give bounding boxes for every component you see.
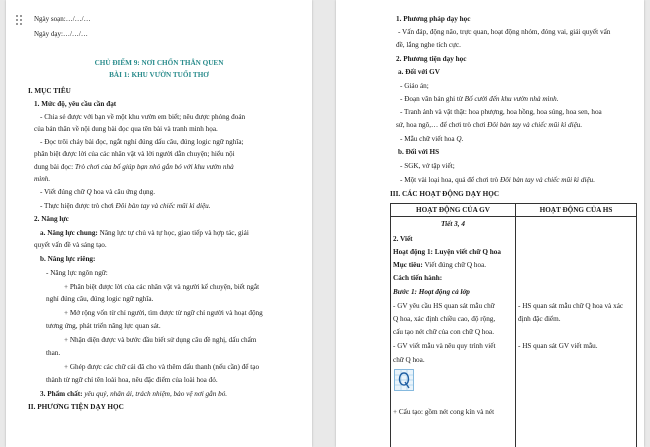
heading-hs: b. Đối với HS bbox=[398, 148, 440, 156]
column-header-gv: HOẠT ĐỘNG CỦA GV bbox=[391, 204, 516, 217]
bullet-2b: tương ứng, phát triển năng lực quan sát. bbox=[46, 322, 161, 330]
phuong-phap-1: - Vấn đáp, động não, trực quan, hoạt động nhóm, đóng vai, giải quyết vấn bbox=[398, 28, 611, 36]
pham-chat: 3. Phẩm chất: yêu quý, nhân ái, trách nhiệm, bảo vệ nơi gắn bó. bbox=[40, 390, 228, 398]
muc-tieu-line: Mục tiêu: Viết đúng chữ Q hoa. bbox=[393, 261, 487, 269]
tiet-label: Tiết 3, 4 bbox=[441, 220, 465, 228]
gv-tranh-anh-2: sứ, hoa ngô,… để chơi trò chơi Đôi bàn tay và chiếc mũi kì diệu. bbox=[396, 121, 583, 129]
para-1a: - Chia sẻ được với bạn về một khu vườn em biết; nêu được phỏng đoán bbox=[40, 113, 246, 121]
bullet-4b: thành từ ngữ chỉ tên loài hoa, nêu đặc điểm của loài hoa đó. bbox=[46, 376, 218, 384]
activity-1-title: Hoạt động 1: Luyện viết chữ Q hoa bbox=[393, 248, 501, 256]
section-muc-tieu: I. MỤC TIÊU bbox=[28, 87, 71, 95]
gv-giao-an: - Giáo án; bbox=[400, 82, 429, 90]
right-page bbox=[336, 0, 644, 447]
bullet-2a: + Mở rộng vốn từ chỉ người, tìm được từ ngữ chỉ người và hoạt động bbox=[64, 309, 263, 317]
nang-luc-chung-2: quyết vấn đề và sáng tạo. bbox=[34, 241, 107, 249]
heading-nang-luc: 2. Năng lực bbox=[34, 215, 69, 223]
chu-diem-title: CHỦ ĐIỂM 9: NƠI CHỐN THÂN QUEN bbox=[94, 59, 224, 67]
gv-step-3: + Cấu tạo: gồm nét cong kín và nét bbox=[393, 408, 495, 416]
gv-doan-van: - Đoạn văn bản ghi từ Bố cười đến khu vườn nhà mình. bbox=[400, 95, 559, 103]
nang-luc-chung: a. Năng lực chung: Năng lực tự chủ và tự học, giao tiếp và hợp tác, giải bbox=[40, 229, 249, 237]
nang-luc-ngon-ngu: - Năng lực ngôn ngữ: bbox=[46, 269, 108, 277]
date-taught: Ngày dạy:…/…/… bbox=[34, 30, 88, 38]
gv-mau-chu: - Mẫu chữ viết hoa Q. bbox=[400, 135, 464, 143]
gv-tranh-anh: - Tranh ảnh và vật thật: hoa phượng, hoa hồng, hoa súng, hoa sen, hoa bbox=[400, 108, 602, 116]
gv-step-1b: Q hoa, xác định chiều cao, độ rộng, bbox=[393, 315, 496, 323]
drag-handle-icon[interactable] bbox=[16, 15, 22, 27]
gv-step-1c: cấu tạo nét chữ của con chữ Q hoa. bbox=[393, 328, 494, 336]
bullet-3a: + Nhận diện được và bước đầu biết sử dụng câu đề nghị, dấu chấm bbox=[64, 336, 257, 344]
section-phuong-tien: II. PHƯƠNG TIỆN DẠY HỌC bbox=[28, 403, 124, 411]
bullet-4a: + Ghép được các chữ cái đã cho và thêm dấu thanh (nếu cần) để tạo bbox=[64, 363, 260, 371]
bullet-1b: nghỉ đúng câu, đúng logic ngữ nghĩa. bbox=[46, 295, 154, 303]
buoc-1: Bước 1: Hoạt động cả lớp bbox=[393, 288, 470, 296]
gv-step-2a: - GV viết mẫu và nêu quy trình viết bbox=[393, 342, 496, 350]
viet-heading: 2. Viết bbox=[393, 235, 413, 243]
gv-step-1a: - GV yêu cầu HS quan sát mẫu chữ bbox=[393, 302, 495, 310]
para-2c: dung bài đọc: Trò chơi của bố giúp bạn nhỏ gắn bó với khu vườn nhà bbox=[34, 163, 234, 171]
gv-cell bbox=[391, 217, 516, 447]
date-prepared: Ngày soạn:…/…/… bbox=[34, 15, 91, 23]
bullet-3b: than. bbox=[46, 349, 61, 357]
para-4: - Thực hiện được trò chơi Đôi bàn tay và chiếc mũi kì diệu. bbox=[40, 202, 211, 210]
column-header-hs: HOẠT ĐỘNG CỦA HS bbox=[516, 204, 637, 217]
para-2b: phân biệt được lời của các nhân vật và lời người dẫn chuyện; hiểu nội bbox=[34, 150, 235, 158]
heading-gv: a. Đối với GV bbox=[398, 68, 440, 76]
gv-step-2b: chữ Q hoa. bbox=[393, 356, 425, 364]
para-2a: - Đọc trôi chảy bài đọc, ngắt nghỉ đúng dấu câu, đúng logic ngữ nghĩa; bbox=[40, 138, 244, 146]
phuong-phap-2: đề, lắng nghe tích cực. bbox=[396, 41, 461, 49]
hs-cell bbox=[516, 217, 637, 447]
section-hoat-dong: III. CÁC HOẠT ĐỘNG DẠY HỌC bbox=[390, 190, 500, 198]
heading-phuong-phap: 1. Phương pháp dạy học bbox=[396, 15, 471, 23]
hs-sgk: - SGK, vở tập viết; bbox=[400, 162, 455, 170]
para-1b: của bản thân về nội dung bài đọc qua tên bài và tranh minh họa. bbox=[34, 125, 218, 133]
heading-muc-do: 1. Mức độ, yêu cầu cần đạt bbox=[34, 100, 117, 108]
hs-step-1b: định đặc điểm. bbox=[518, 315, 561, 323]
heading-phuong-tien: 2. Phương tiện dạy học bbox=[396, 55, 467, 63]
nang-luc-rieng: b. Năng lực riêng: bbox=[40, 255, 96, 263]
hs-step-1a: - HS quan sát mẫu chữ Q hoa và xác bbox=[518, 302, 624, 310]
activity-table bbox=[390, 203, 637, 447]
para-3: - Viết đúng chữ Q hoa và câu ứng dụng. bbox=[40, 188, 156, 196]
bullet-1a: + Phân biệt được lời của các nhân vật và người kể chuyện, biết ngắt bbox=[64, 283, 260, 291]
cach-tien-hanh: Cách tiến hành: bbox=[393, 274, 443, 282]
hs-step-2: - HS quan sát GV viết mẫu. bbox=[518, 342, 598, 350]
hs-hoa-qua: - Một vài loại hoa, quả để chơi trò Đôi bàn tay và chiếc mũi kì diệu. bbox=[400, 176, 596, 184]
left-page bbox=[6, 0, 312, 447]
letter-q-grid-icon bbox=[394, 369, 414, 391]
lesson-title: BÀI 1: KHU VƯỜN TUỔI THƠ bbox=[109, 71, 209, 79]
para-2d: mình. bbox=[34, 175, 51, 183]
